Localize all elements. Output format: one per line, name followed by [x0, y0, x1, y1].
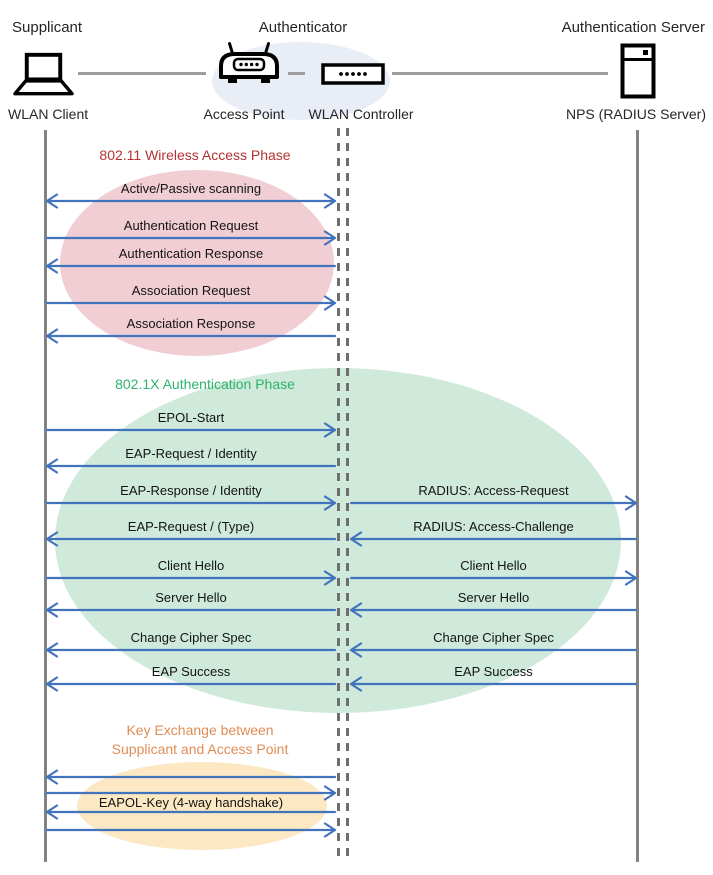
message-label: Client Hello	[460, 558, 527, 573]
message-label: EAP-Request / Identity	[125, 446, 257, 461]
wireless-access-phase-title: 802.11 Wireless Access Phase	[99, 147, 291, 163]
key-exchange-title-line1: Key Exchange between	[126, 722, 274, 738]
auth-server-role-label: Authentication Server	[561, 19, 705, 36]
message-label: Association Request	[131, 283, 251, 298]
access-point-icon	[217, 41, 281, 89]
message-label: EAP-Response / Identity	[120, 483, 262, 498]
message-label: EAP-Request / (Type)	[127, 519, 255, 534]
message-label: EPOL-Start	[157, 410, 225, 425]
access-point-label: Access Point	[203, 106, 285, 122]
laptop-icon	[12, 52, 75, 98]
message-label: Server Hello	[457, 590, 530, 605]
message-label: EAPOL-Key (4-way handshake)	[98, 795, 284, 810]
authentication-phase-title: 802.1X Authentication Phase	[115, 376, 295, 392]
message-label: Association Response	[126, 316, 256, 331]
wlan-client-label: WLAN Client	[8, 106, 89, 122]
message-label: Change Cipher Spec	[433, 630, 554, 645]
nps-radius-server-label: NPS (RADIUS Server)	[565, 106, 707, 122]
message-label: RADIUS: Access-Challenge	[413, 519, 574, 534]
key-exchange-phase-title	[112, 721, 289, 759]
authenticator-lifeline-right	[346, 128, 349, 857]
wlan-controller-label: WLAN Controller	[308, 106, 414, 122]
authenticator-role-label: Authenticator	[258, 19, 348, 36]
message-label: Authentication Request	[123, 218, 259, 233]
server-icon	[620, 43, 656, 99]
authenticator-lifeline-left	[337, 128, 340, 857]
key-exchange-title-line2: Supplicant and Access Point	[111, 741, 289, 757]
connector-line-middle	[288, 72, 305, 75]
message-label: Active/Passive scanning	[120, 181, 262, 196]
message-arrow	[46, 818, 336, 842]
supplicant-role-label: Supplicant	[12, 19, 83, 36]
connector-line-right	[392, 72, 608, 75]
message-label: Authentication Response	[118, 246, 264, 261]
message-label: Client Hello	[157, 558, 225, 573]
message-label: RADIUS: Access-Request	[418, 483, 569, 498]
message-label: Server Hello	[155, 590, 227, 605]
message-label: EAP Success	[151, 664, 231, 679]
message-label: EAP Success	[454, 664, 533, 679]
message-label: Change Cipher Spec	[130, 630, 252, 645]
wlan-controller-icon	[321, 63, 385, 85]
connector-line-left	[78, 72, 206, 75]
